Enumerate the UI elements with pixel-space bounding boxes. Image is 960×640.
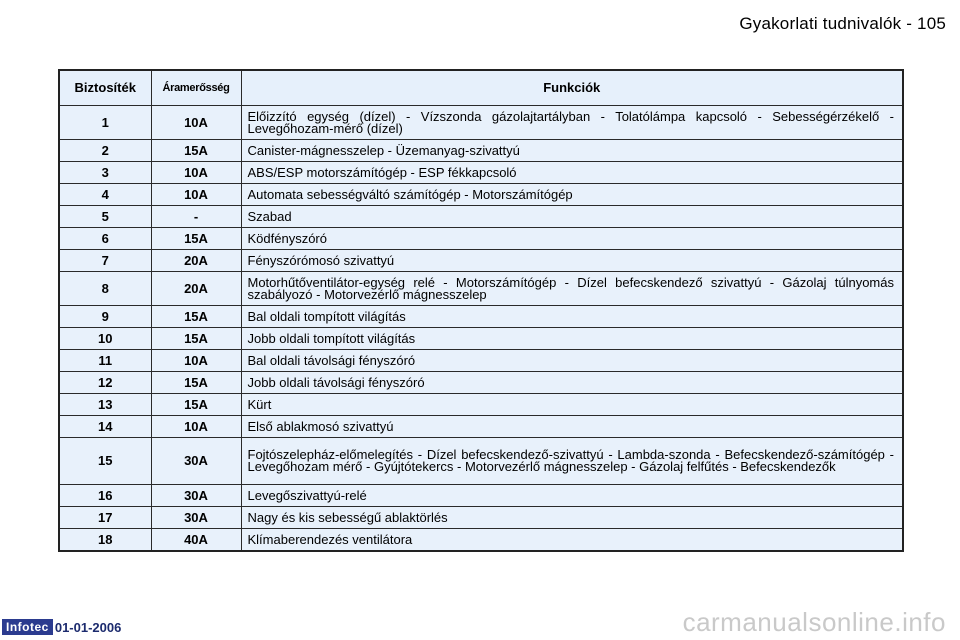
fuse-number: 5 — [59, 206, 151, 228]
edition-date: 01-01-2006 — [54, 619, 122, 635]
fuse-function: Fényszórómosó szivattyú — [241, 250, 903, 272]
fuse-number: 11 — [59, 350, 151, 372]
fuse-function: Canister-mágnesszelep - Üzemanyag-szivattyú — [241, 140, 903, 162]
fuse-number: 3 — [59, 162, 151, 184]
fuse-function: Jobb oldali tompított világítás — [241, 328, 903, 350]
fuse-current: 30A — [151, 485, 241, 507]
fuse-number: 18 — [59, 529, 151, 552]
table-header-row — [59, 70, 903, 106]
fuse-number: 10 — [59, 328, 151, 350]
fuse-current: 15A — [151, 394, 241, 416]
column-header-fuse: Biztosíték — [59, 70, 151, 106]
fuse-function: Bal oldali távolsági fényszóró — [241, 350, 903, 372]
table-row — [59, 106, 903, 140]
fuse-number: 2 — [59, 140, 151, 162]
fuse-function: Ködfényszóró — [241, 228, 903, 250]
fuse-current: 30A — [151, 438, 241, 485]
table-row — [59, 438, 903, 485]
fuse-current: 10A — [151, 106, 241, 140]
fuse-number: 7 — [59, 250, 151, 272]
fuse-number: 9 — [59, 306, 151, 328]
fuse-number: 16 — [59, 485, 151, 507]
fuse-function: Nagy és kis sebességű ablaktörlés — [241, 507, 903, 529]
fuse-number: 4 — [59, 184, 151, 206]
table-row — [59, 485, 903, 507]
fuse-current: 20A — [151, 250, 241, 272]
table-row — [59, 394, 903, 416]
fuse-function: Fojtószelepház-előmelegítés - Dízel befecskendező-szivattyú - Lambda-szonda - Befecskendező-számítógép - Levegőhozam mérő - Gyújtótekercs - Motorvezérlő mágnesszelep - Gázolaj felfűtés - Befecskendezők — [241, 438, 903, 485]
fuse-table — [58, 69, 904, 552]
fuse-current: 10A — [151, 184, 241, 206]
table-row — [59, 228, 903, 250]
table-row — [59, 272, 903, 306]
fuse-number: 15 — [59, 438, 151, 485]
fuse-number: 17 — [59, 507, 151, 529]
fuse-function: Jobb oldali távolsági fényszóró — [241, 372, 903, 394]
fuse-function: Motorhűtőventilátor-egység relé - Motorszámítógép - Dízel befecskendező szivattyú - Gázolaj túlnyomás szabályozó - Motorvezérlő mágnesszelep — [241, 272, 903, 306]
table-row — [59, 140, 903, 162]
table-row — [59, 206, 903, 228]
page-title: Gyakorlati tudnivalók - 105 — [739, 14, 946, 33]
table-row — [59, 162, 903, 184]
fuse-function: Szabad — [241, 206, 903, 228]
watermark: carmanualsonline.info — [682, 607, 946, 637]
table-row — [59, 372, 903, 394]
fuse-function: Automata sebességváltó számítógép - Motorszámítógép — [241, 184, 903, 206]
fuse-function: ABS/ESP motorszámítógép - ESP fékkapcsoló — [241, 162, 903, 184]
fuse-current: - — [151, 206, 241, 228]
fuse-number: 14 — [59, 416, 151, 438]
column-header-functions: Funkciók — [241, 70, 903, 106]
fuse-current: 10A — [151, 350, 241, 372]
fuse-number: 8 — [59, 272, 151, 306]
fuse-function: Levegőszivattyú-relé — [241, 485, 903, 507]
fuse-number: 6 — [59, 228, 151, 250]
fuse-number: 13 — [59, 394, 151, 416]
fuse-current: 15A — [151, 140, 241, 162]
fuse-function: Kürt — [241, 394, 903, 416]
footer-brand — [2, 619, 121, 635]
column-header-current: Áramerősség — [151, 70, 241, 106]
fuse-current: 10A — [151, 416, 241, 438]
fuse-function: Bal oldali tompított világítás — [241, 306, 903, 328]
fuse-current: 10A — [151, 162, 241, 184]
fuse-current: 40A — [151, 529, 241, 552]
fuse-current: 15A — [151, 306, 241, 328]
table-row — [59, 328, 903, 350]
table-row — [59, 416, 903, 438]
fuse-number: 1 — [59, 106, 151, 140]
fuse-current: 15A — [151, 328, 241, 350]
fuse-current: 15A — [151, 228, 241, 250]
fuse-current: 20A — [151, 272, 241, 306]
table-row — [59, 306, 903, 328]
fuse-current: 15A — [151, 372, 241, 394]
table-row — [59, 350, 903, 372]
table-row — [59, 507, 903, 529]
table-row — [59, 184, 903, 206]
table-row — [59, 250, 903, 272]
table-row — [59, 529, 903, 552]
fuse-function: Első ablakmosó szivattyú — [241, 416, 903, 438]
fuse-current: 30A — [151, 507, 241, 529]
infotec-logo: Infotec — [2, 619, 53, 635]
fuse-number: 12 — [59, 372, 151, 394]
fuse-function: Klímaberendezés ventilátora — [241, 529, 903, 552]
fuse-function: Előizzító egység (dízel) - Vízszonda gázolajtartályban - Tolatólámpa kapcsoló - Sebességérzékelő - Levegőhozam-mérő (dízel) — [241, 106, 903, 140]
